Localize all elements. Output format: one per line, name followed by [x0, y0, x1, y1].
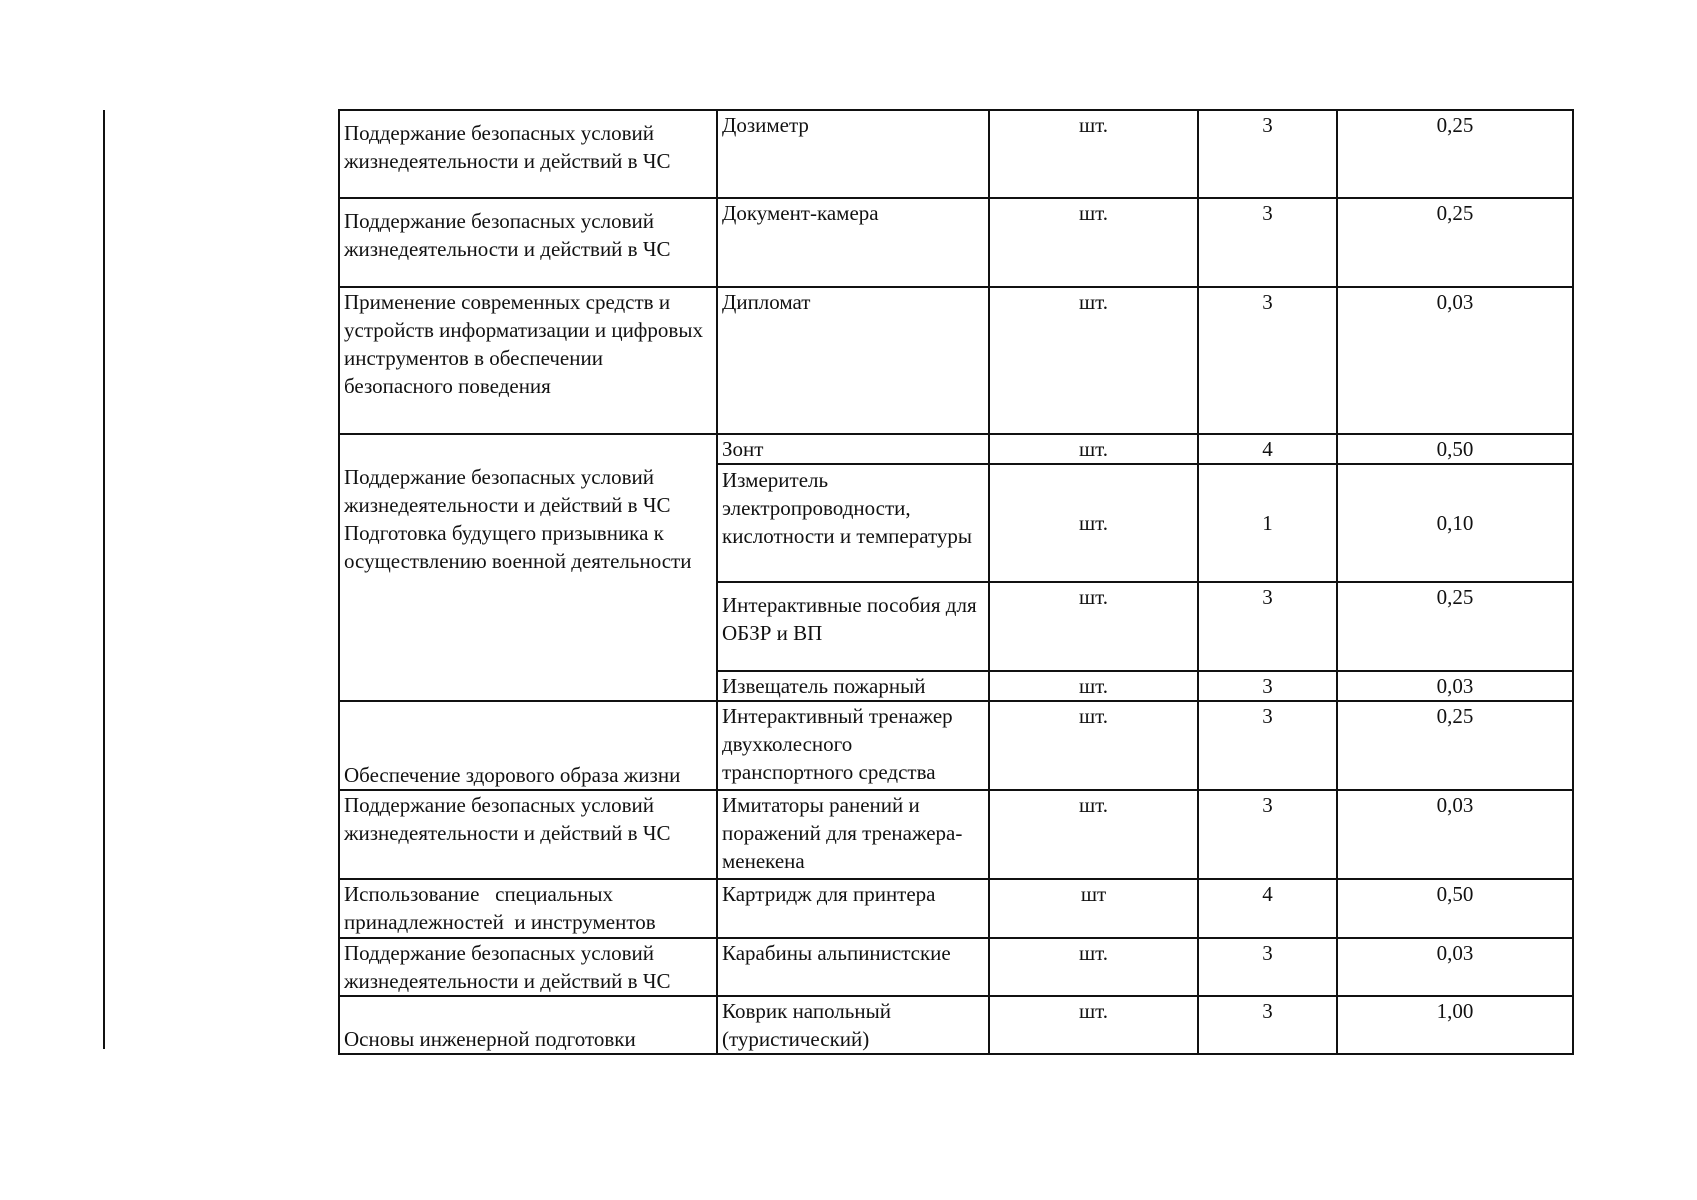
unit-cell: шт.: [989, 938, 1198, 996]
value-cell: 0,50: [1337, 879, 1573, 938]
value-cell: 0,03: [1337, 671, 1573, 701]
unit-cell: шт.: [989, 996, 1198, 1054]
value-cell: 0,03: [1337, 287, 1573, 434]
item-cell: Дозиметр: [717, 110, 989, 198]
section-cell: Использование специальных принадлежностей и инструментов: [339, 879, 717, 938]
unit-cell: шт.: [989, 701, 1198, 790]
value-cell: 0,25: [1337, 582, 1573, 671]
table-row: [339, 938, 1573, 996]
value-cell: 0,10: [1337, 464, 1573, 582]
item-cell: Дипломат: [717, 287, 989, 434]
qty-cell: 3: [1198, 582, 1337, 671]
qty-cell: 3: [1198, 790, 1337, 879]
unit-cell: шт.: [989, 464, 1198, 582]
item-cell: Картридж для принтера: [717, 879, 989, 938]
qty-cell: 3: [1198, 938, 1337, 996]
qty-cell: 3: [1198, 701, 1337, 790]
margin-line: [103, 110, 105, 1049]
table-row: [339, 198, 1573, 287]
qty-cell: 3: [1198, 671, 1337, 701]
item-cell: Зонт: [717, 434, 989, 464]
section-cell: Поддержание безопасных условий жизнедеятельности и действий в ЧС: [339, 938, 717, 996]
qty-cell: 1: [1198, 464, 1337, 582]
value-cell: 1,00: [1337, 996, 1573, 1054]
item-cell: Документ-камера: [717, 198, 989, 287]
item-cell: Интерактивные пособия для ОБЗР и ВП: [717, 582, 989, 671]
section-text: Поддержание безопасных условий жизнедеятельности и действий в ЧС: [344, 465, 671, 517]
value-cell: 0,03: [1337, 938, 1573, 996]
item-cell: Интерактивный тренажер двухколесного транспортного средства: [717, 701, 989, 790]
table-row: [339, 110, 1573, 198]
item-cell: Измеритель электропроводности, кислотности и температуры: [717, 464, 989, 582]
item-cell: Карабины альпинистские: [717, 938, 989, 996]
unit-cell: шт.: [989, 287, 1198, 434]
unit-cell: шт: [989, 879, 1198, 938]
qty-cell: 3: [1198, 110, 1337, 198]
section-cell: Поддержание безопасных условий жизнедеятельности и действий в ЧС: [339, 790, 717, 879]
table-row: [339, 790, 1573, 879]
qty-cell: 3: [1198, 287, 1337, 434]
table-row: [339, 701, 1573, 790]
unit-cell: шт.: [989, 582, 1198, 671]
item-cell: Имитаторы ранений и поражений для тренажера-менекена: [717, 790, 989, 879]
section-cell: Поддержание безопасных условий жизнедеятельности и действий в ЧС: [339, 198, 717, 287]
unit-cell: шт.: [989, 790, 1198, 879]
value-cell: 0,25: [1337, 701, 1573, 790]
section-cell-merged: [339, 434, 717, 701]
section-cell: Основы инженерной подготовки: [339, 996, 717, 1054]
unit-cell: шт.: [989, 110, 1198, 198]
unit-cell: шт.: [989, 671, 1198, 701]
value-cell: 0,03: [1337, 790, 1573, 879]
item-cell: Коврик напольный (туристический): [717, 996, 989, 1054]
unit-cell: шт.: [989, 198, 1198, 287]
unit-cell: шт.: [989, 434, 1198, 464]
table-row: [339, 879, 1573, 938]
value-cell: 0,25: [1337, 198, 1573, 287]
section-cell: Обеспечение здорового образа жизни: [339, 701, 717, 790]
value-cell: 0,50: [1337, 434, 1573, 464]
equipment-table: [338, 109, 1574, 1055]
section-cell: Поддержание безопасных условий жизнедеятельности и действий в ЧС: [339, 110, 717, 198]
section-text: Подготовка будущего призывника к осуществлению военной деятельности: [344, 521, 692, 573]
qty-cell: 4: [1198, 434, 1337, 464]
section-cell: Применение современных средств и устройств информатизации и цифровых инструментов в обеспечении безопасного поведения: [339, 287, 717, 434]
table-row: [339, 996, 1573, 1054]
item-cell: Извещатель пожарный: [717, 671, 989, 701]
table-row: [339, 287, 1573, 434]
table-row: [339, 434, 1573, 464]
qty-cell: 3: [1198, 996, 1337, 1054]
qty-cell: 4: [1198, 879, 1337, 938]
qty-cell: 3: [1198, 198, 1337, 287]
value-cell: 0,25: [1337, 110, 1573, 198]
